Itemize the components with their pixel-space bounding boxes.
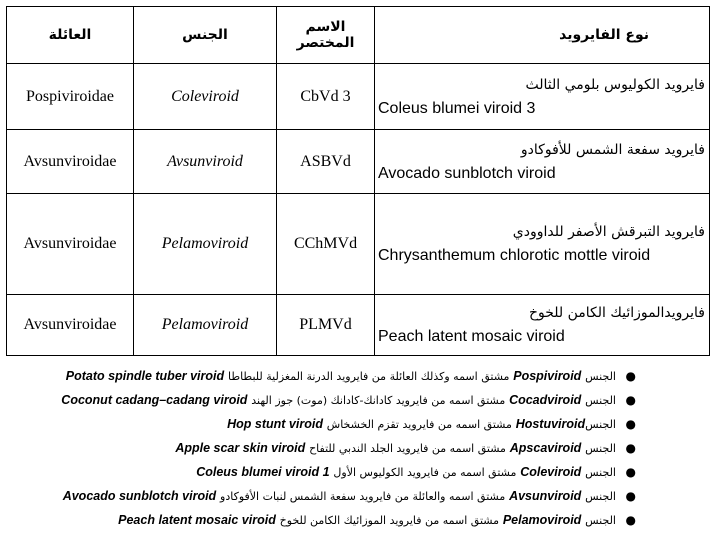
note-source: Peach latent mosaic viroid — [118, 513, 276, 527]
note-text: مشتق اسمه وكذلك العائلة من فايرويد الدرنة المغزلية للبطاطا — [227, 370, 510, 383]
note-genus: Avsunviroid — [509, 489, 582, 503]
cell-viroid-type — [375, 295, 710, 356]
cell-abbreviation: PLMVd — [277, 295, 375, 356]
bullet-icon: ● — [625, 369, 636, 383]
note-genus: Pelamoviroid — [502, 513, 582, 527]
cell-family: Avsunviroidae — [7, 295, 134, 356]
table-row — [7, 130, 710, 194]
note-source: Potato spindle tuber viroid — [65, 369, 225, 383]
header-genus: الجنس — [134, 7, 277, 64]
viroid-type-arabic: فايرويد سفعة الشمس للأفوكادو — [520, 141, 705, 158]
header-abbreviation-line2: المختصر — [296, 35, 355, 51]
viroid-type-english: Coleus blumei viroid 3 — [378, 99, 536, 117]
list-item — [8, 388, 638, 412]
note-source: Apple scar skin viroid — [175, 441, 306, 455]
list-item — [8, 412, 638, 436]
note-prefix: الجنس — [585, 466, 616, 479]
table-row — [7, 295, 710, 356]
cell-abbreviation: CbVd 3 — [277, 64, 375, 130]
viroid-type-arabic: فايرويد الكوليوس بلومي الثالث — [525, 76, 705, 93]
header-abbreviation-line1: الاسم — [305, 19, 346, 35]
cell-genus: Pelamoviroid — [134, 295, 277, 356]
genus-notes-list — [8, 364, 638, 532]
note-prefix: الجنس — [585, 514, 616, 527]
viroid-type-english: Peach latent mosaic viroid — [378, 328, 565, 345]
cell-viroid-type — [375, 64, 710, 130]
bullet-icon: ● — [625, 417, 636, 431]
cell-abbreviation: CChMVd — [277, 194, 375, 295]
list-item — [8, 460, 638, 484]
bullet-icon: ● — [625, 465, 636, 479]
table-row — [7, 64, 710, 130]
list-item — [8, 484, 638, 508]
note-text: مشتق اسمه من فايرويد الكوليوس الأول — [333, 466, 517, 479]
viroid-type-english: Chrysanthemum chlorotic mottle viroid — [378, 247, 651, 264]
note-prefix: الجنس — [585, 490, 616, 503]
cell-viroid-type — [375, 194, 710, 295]
note-genus: Hostuviroid — [515, 417, 586, 431]
table-row — [7, 194, 710, 295]
viroid-table — [6, 6, 710, 356]
note-text: مشتق اسمه من فايرويد تقزم الخشخاش — [326, 418, 512, 431]
note-text: مشتق اسمه من فايرويد الجلد الندبي للتفاح — [309, 442, 506, 455]
cell-abbreviation: ASBVd — [277, 130, 375, 194]
note-prefix: الجنس — [585, 418, 616, 431]
note-text: مشتق اسمه من فايرويد الموزائيك الكامن للخوخ — [279, 514, 499, 527]
cell-viroid-type — [375, 130, 710, 194]
cell-genus: Pelamoviroid — [134, 194, 277, 295]
note-prefix: الجنس — [585, 394, 616, 407]
note-genus: Pospiviroid — [513, 369, 582, 383]
note-text: مشتق اسمه من فايرويد كادانك-كادانك (موت) جوز الهند — [251, 394, 506, 407]
list-item — [8, 364, 638, 388]
bullet-icon: ● — [625, 441, 636, 455]
table-header-row — [7, 7, 710, 64]
note-genus: Cocadviroid — [509, 393, 582, 407]
note-prefix: الجنس — [585, 370, 616, 383]
bullet-icon: ● — [625, 513, 636, 527]
note-source: Avocado sunblotch viroid — [62, 489, 217, 503]
header-viroid-type: نوع الفايرويد — [375, 7, 710, 64]
viroid-type-arabic: فايرويد التبرقش الأصفر للداوودي — [512, 224, 705, 240]
list-item — [8, 436, 638, 460]
note-source: Hop stunt viroid — [227, 417, 323, 431]
cell-genus: Avsunviroid — [134, 130, 277, 194]
note-prefix: الجنس — [585, 442, 616, 455]
note-genus: Apscaviroid — [509, 441, 582, 455]
list-item — [8, 508, 638, 532]
bullet-icon: ● — [625, 393, 636, 407]
header-family: العائلة — [7, 7, 134, 64]
header-abbreviation — [277, 7, 375, 64]
note-source: Coleus blumei viroid 1 — [196, 465, 330, 479]
cell-genus: Coleviroid — [134, 64, 277, 130]
note-source: Coconut cadang–cadang viroid — [61, 393, 248, 407]
cell-family: Avsunviroidae — [7, 194, 134, 295]
bullet-icon: ● — [625, 489, 636, 503]
viroid-type-english: Avocado sunblotch viroid — [378, 164, 556, 182]
note-genus: Coleviroid — [520, 465, 582, 479]
cell-family: Avsunviroidae — [7, 130, 134, 194]
note-text: مشتق اسمه والعائلة من فايرويد سفعة الشمس لنبات الأفوكادو — [220, 490, 506, 503]
cell-family: Pospiviroidae — [7, 64, 134, 130]
viroid-type-arabic: فايرويدالموزائيك الكامن للخوخ — [528, 305, 705, 321]
